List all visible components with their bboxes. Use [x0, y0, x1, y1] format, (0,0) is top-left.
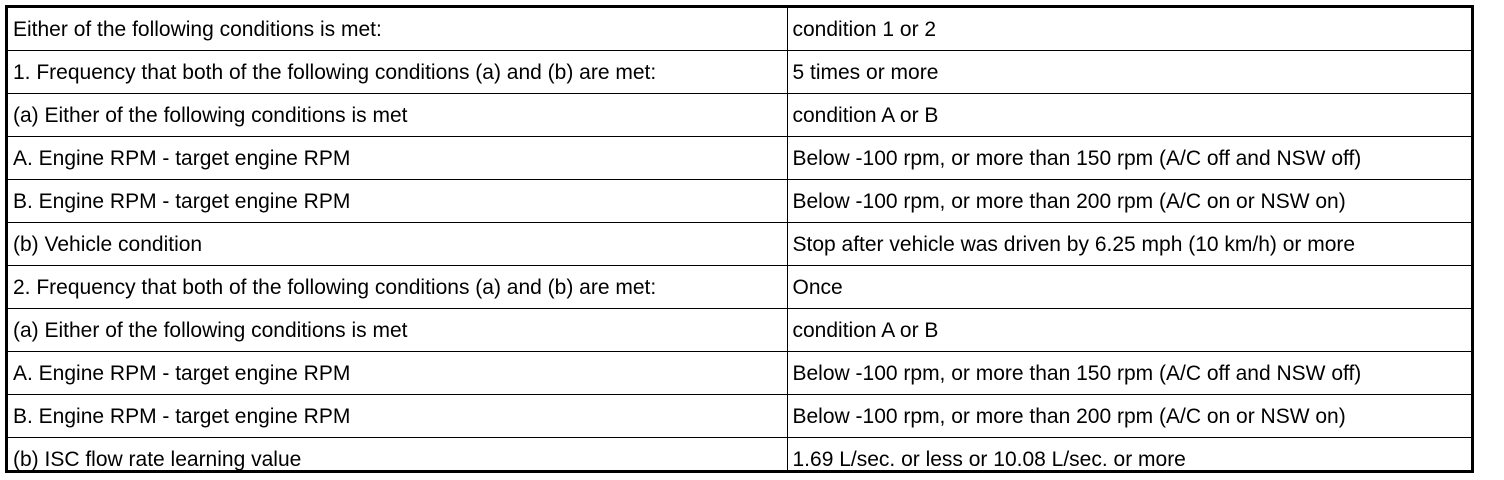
value-cell: Stop after vehicle was driven by 6.25 mph (10 km/h) or more	[787, 223, 1471, 266]
conditions-table-frame	[5, 5, 1474, 473]
table-row	[8, 395, 1471, 438]
value-cell: Below -100 rpm, or more than 150 rpm (A/C off and NSW off)	[787, 352, 1471, 395]
value-cell: Below -100 rpm, or more than 200 rpm (A/C on or NSW on)	[787, 395, 1471, 438]
condition-cell: A. Engine RPM - target engine RPM	[8, 352, 787, 395]
table-row	[8, 51, 1471, 94]
condition-cell: (b) ISC flow rate learning value	[8, 438, 787, 474]
table-row	[8, 309, 1471, 352]
table-row	[8, 266, 1471, 309]
table-row	[8, 94, 1471, 137]
condition-cell: B. Engine RPM - target engine RPM	[8, 180, 787, 223]
value-cell: Once	[787, 266, 1471, 309]
value-cell: condition A or B	[787, 309, 1471, 352]
value-cell: 5 times or more	[787, 51, 1471, 94]
condition-cell: (b) Vehicle condition	[8, 223, 787, 266]
table-row	[8, 223, 1471, 266]
table-row	[8, 438, 1471, 474]
condition-cell: 1. Frequency that both of the following conditions (a) and (b) are met:	[8, 51, 787, 94]
value-cell: 1.69 L/sec. or less or 10.08 L/sec. or more	[787, 438, 1471, 474]
condition-cell: (a) Either of the following conditions is met	[8, 309, 787, 352]
value-cell: condition A or B	[787, 94, 1471, 137]
value-cell: Below -100 rpm, or more than 200 rpm (A/C on or NSW on)	[787, 180, 1471, 223]
conditions-table	[8, 8, 1471, 473]
condition-cell: A. Engine RPM - target engine RPM	[8, 137, 787, 180]
condition-cell: (a) Either of the following conditions is met	[8, 94, 787, 137]
value-cell: condition 1 or 2	[787, 8, 1471, 51]
condition-cell: Either of the following conditions is met:	[8, 8, 787, 51]
table-row	[8, 8, 1471, 51]
table-row	[8, 180, 1471, 223]
table-row	[8, 137, 1471, 180]
condition-cell: 2. Frequency that both of the following conditions (a) and (b) are met:	[8, 266, 787, 309]
table-row	[8, 352, 1471, 395]
condition-cell: B. Engine RPM - target engine RPM	[8, 395, 787, 438]
value-cell: Below -100 rpm, or more than 150 rpm (A/C off and NSW off)	[787, 137, 1471, 180]
